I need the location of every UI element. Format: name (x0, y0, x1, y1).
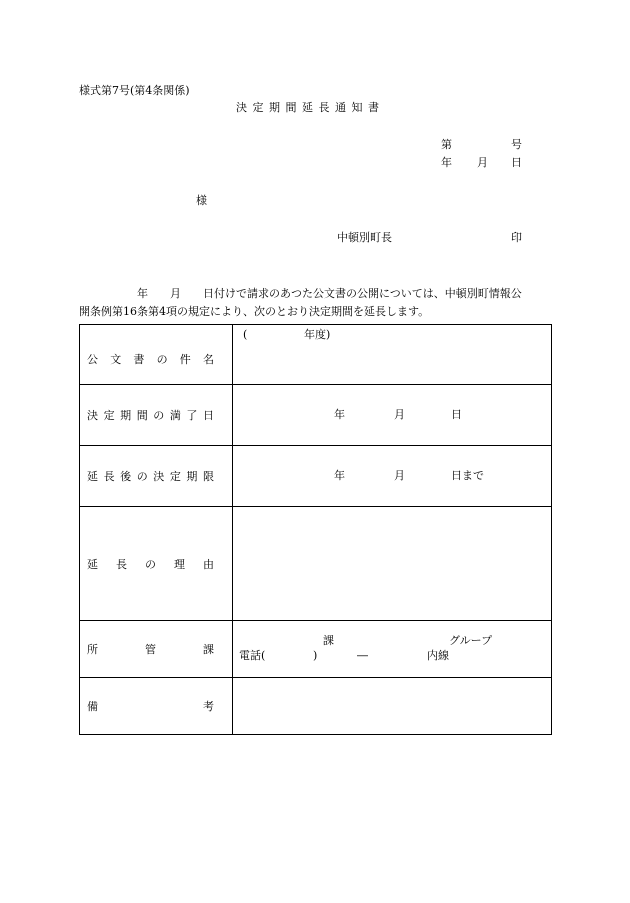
row-remarks (80, 678, 552, 735)
doc-number-go: 号 (511, 138, 522, 151)
label-document-name (80, 325, 233, 385)
form-number: 様式第7号(第4条関係) (79, 84, 190, 97)
label-char: 期 (120, 409, 132, 422)
label-remarks (80, 678, 233, 735)
label-char: 長 (103, 470, 115, 483)
label-char: の (136, 470, 148, 483)
label-char: の (145, 557, 156, 571)
dept-phone-open: 電話( (239, 649, 266, 662)
label-char: 決 (87, 409, 98, 422)
doc-name-paren-open: ( (243, 328, 248, 341)
label-reason (80, 507, 233, 621)
row-document-name (80, 325, 552, 385)
deadline-month: 月 (394, 469, 405, 482)
label-char: 後 (120, 470, 132, 483)
deadline-day-until: 日まで (451, 469, 484, 482)
label-extended-deadline (80, 446, 233, 507)
label-char: 公 (87, 352, 98, 366)
sender-name: 中頓別町長 (337, 231, 392, 244)
value-reason[interactable] (233, 507, 552, 621)
document-title: 決 定 期 間 延 長 通 知 書 (236, 101, 380, 114)
label-char: 件 (179, 352, 191, 366)
label-char: 名 (202, 352, 214, 366)
label-char: 延 (87, 557, 98, 571)
label-char: 期 (186, 470, 198, 483)
doc-number-dai: 第 (441, 138, 452, 151)
label-char: 日 (202, 409, 214, 422)
expiry-month: 月 (394, 408, 405, 421)
date-month: 月 (477, 156, 488, 169)
sender-seal: 印 (511, 231, 522, 244)
value-document-name[interactable] (233, 325, 552, 385)
value-extended-deadline[interactable] (233, 446, 552, 507)
value-department[interactable] (233, 621, 552, 678)
body-line-1: 年 月 日付けで請求のあつた公文書の公開については、中頓別町情報公 (137, 287, 522, 300)
label-char: 間 (136, 409, 148, 422)
date-year: 年 (441, 156, 452, 169)
label-char: 満 (169, 409, 181, 422)
label-expiry-date (80, 385, 233, 446)
dept-phone-close: ) (313, 649, 318, 662)
label-char: 課 (203, 643, 214, 656)
row-reason (80, 507, 552, 621)
label-char: の (153, 409, 165, 422)
row-expiry-date (80, 385, 552, 446)
label-char: 考 (203, 700, 214, 713)
label-char: 長 (116, 557, 127, 571)
row-department (80, 621, 552, 678)
label-char: 文 (110, 352, 122, 366)
value-remarks[interactable] (233, 678, 552, 735)
label-department (80, 621, 233, 678)
label-char: 由 (203, 557, 214, 571)
label-char: 了 (186, 409, 198, 422)
expiry-day: 日 (451, 408, 462, 421)
addressee-sama: 様 (196, 194, 207, 207)
dept-group: グループ (449, 634, 493, 647)
label-char: 定 (169, 470, 181, 483)
doc-name-year: 年度) (304, 328, 331, 341)
deadline-year: 年 (334, 469, 345, 482)
label-char: 理 (174, 557, 185, 571)
row-extended-deadline (80, 446, 552, 507)
label-char: 所 (87, 643, 98, 656)
label-char: 決 (153, 470, 165, 483)
label-char: 延 (87, 470, 98, 483)
dept-dash: ― (357, 649, 368, 662)
body-line-2: 開条例第16条第4項の規定により、次のとおり決定期間を延長します。 (79, 305, 430, 318)
label-char: 定 (103, 409, 115, 422)
dept-ka: 課 (323, 634, 334, 647)
extension-form-table (79, 324, 552, 735)
date-day: 日 (511, 156, 522, 169)
expiry-year: 年 (334, 408, 345, 421)
label-char: 書 (133, 352, 145, 366)
label-char: の (156, 352, 168, 366)
dept-extension: 内線 (427, 649, 449, 662)
label-char: 管 (145, 643, 156, 656)
label-char: 備 (87, 700, 98, 713)
value-expiry-date[interactable] (233, 385, 552, 446)
label-char: 限 (202, 470, 214, 483)
